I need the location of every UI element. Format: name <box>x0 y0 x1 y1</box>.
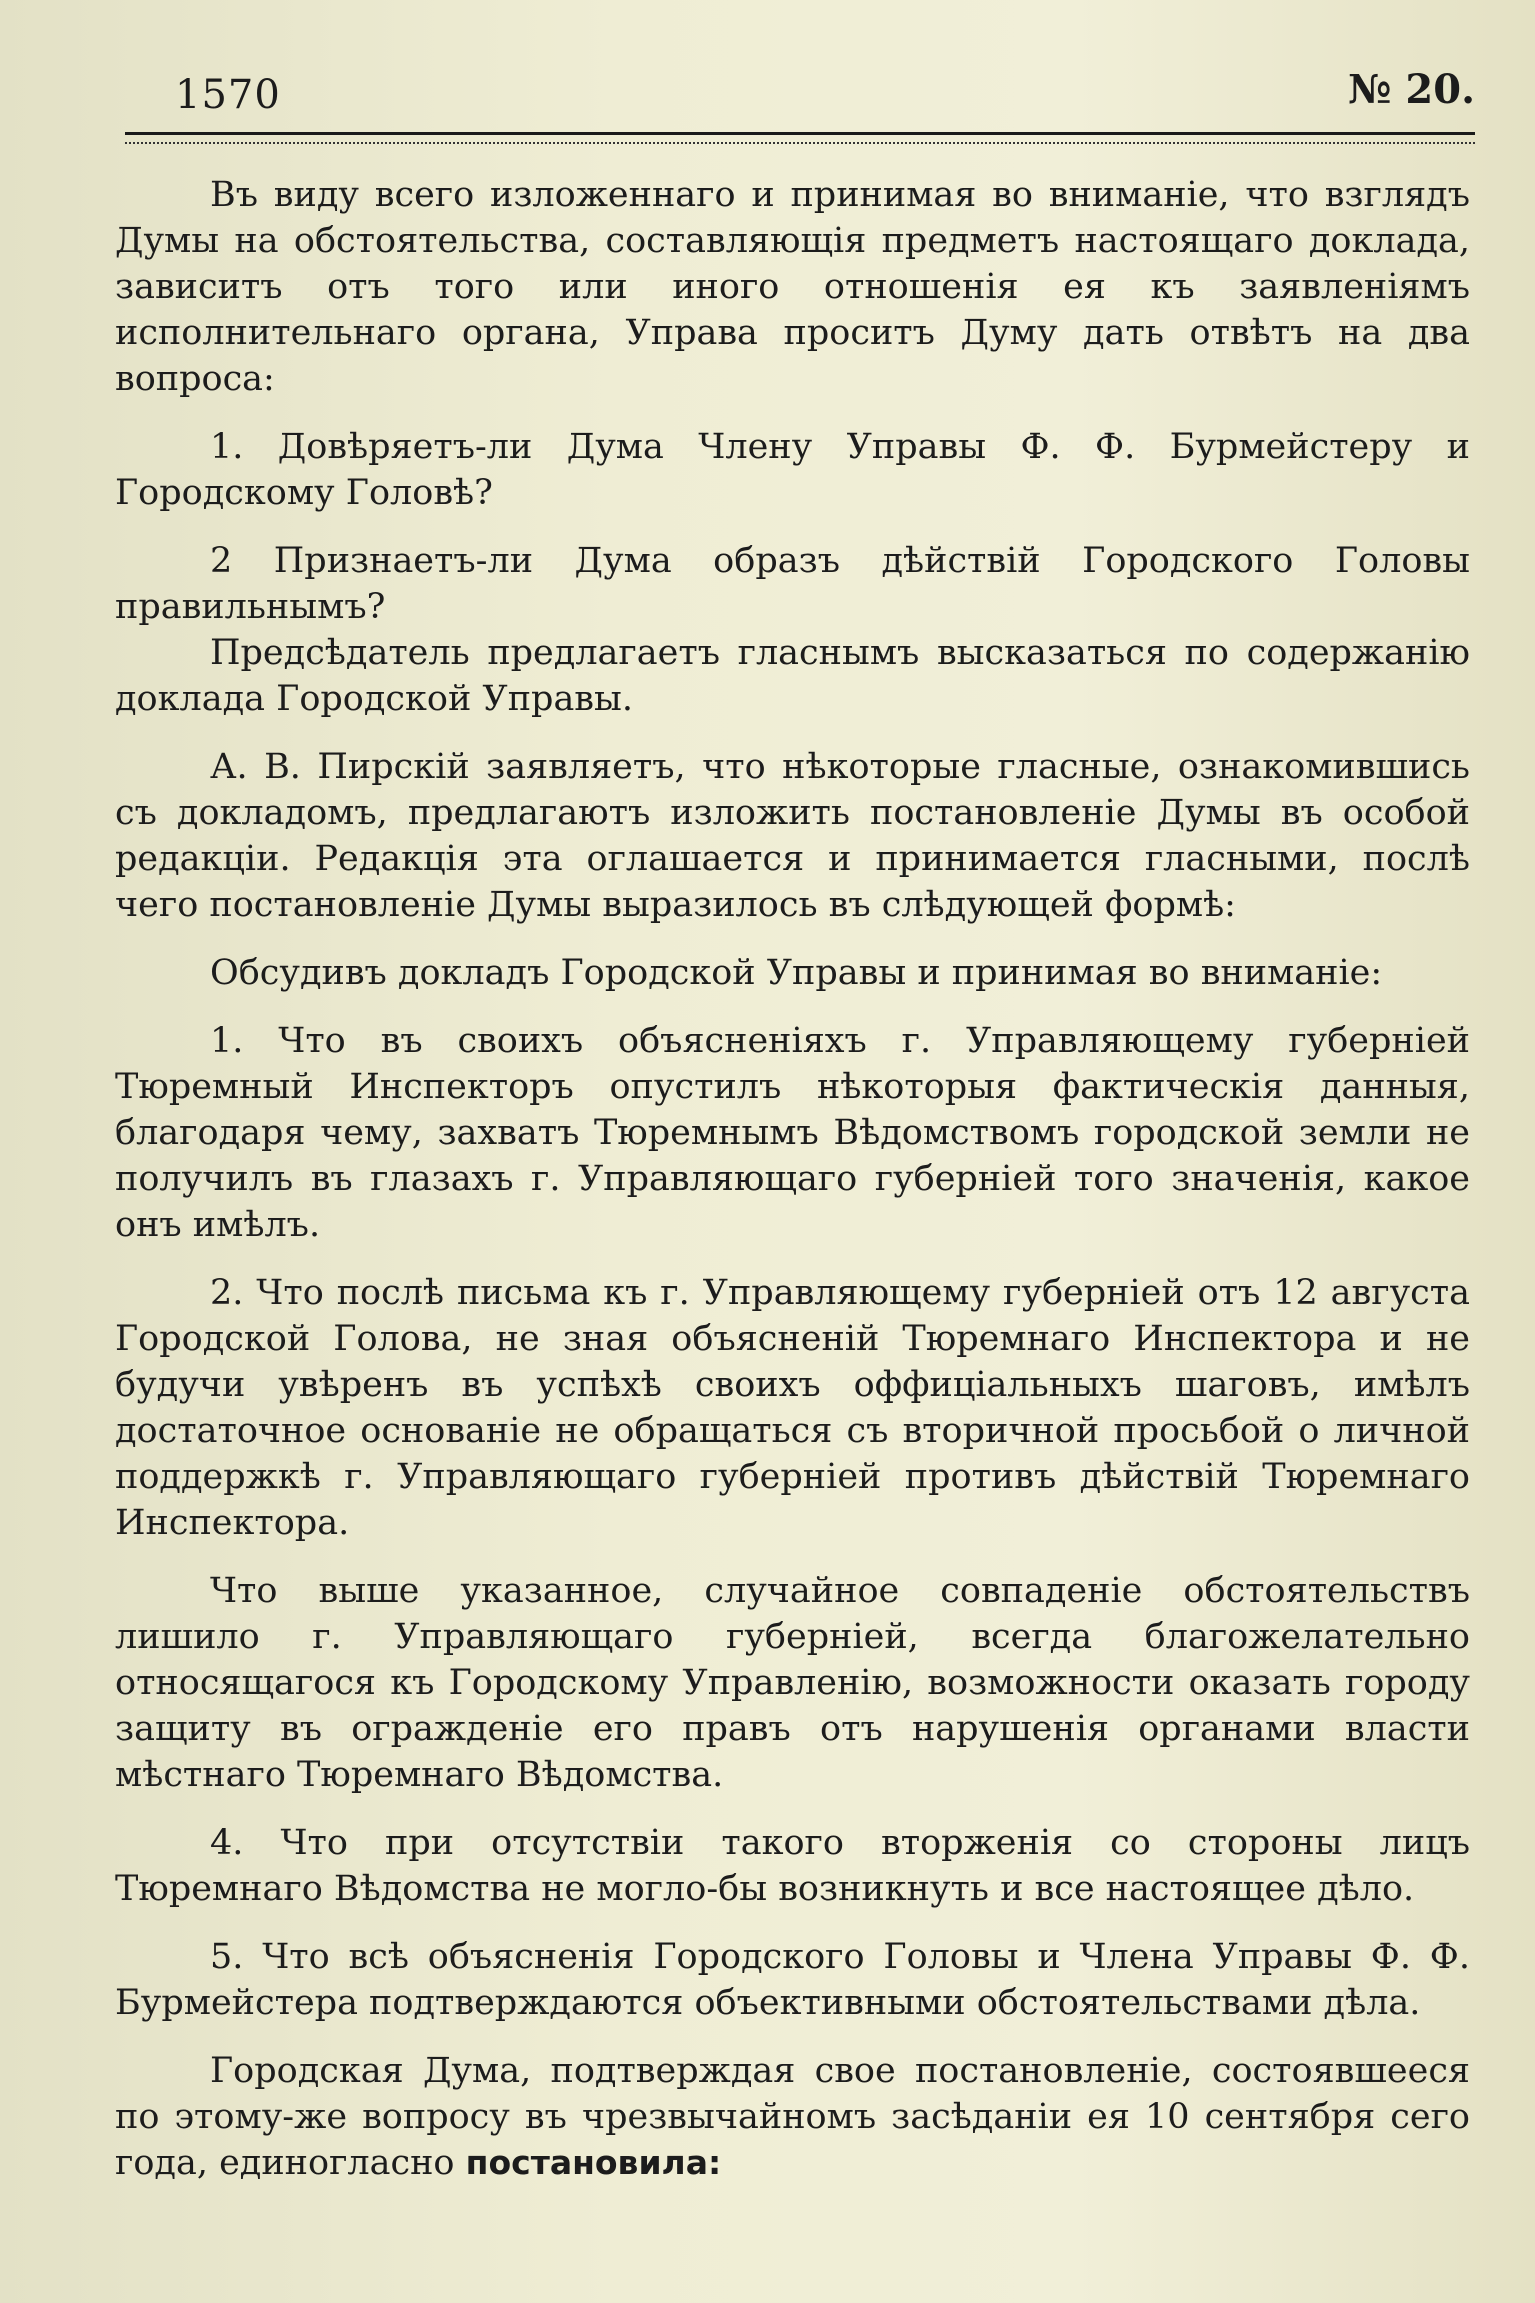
issue-number: № 20. <box>1348 66 1475 113</box>
point-4: 4. Что при отсутствіи такого вторженія со стороны лицъ Тюремнаго Вѣдомства не могло-бы возникнуть и все настоящее дѣло. <box>115 1823 1470 1909</box>
paragraph-intro: Въ виду всего изложеннаго и принимая во вниманіе, что взглядъ Думы на обстоятельства, составляющія предметъ настоящаго доклада, зависитъ отъ того или иного отношенія ея къ заявленіямъ исполнительнаго органа, Управа проситъ Думу дать отвѣтъ на два вопроса: <box>115 175 1470 399</box>
header-rule-line <box>125 132 1475 135</box>
paragraph-chairman: Предсѣдатель предлагаетъ гласнымъ высказаться по содержанію доклада Городской Управы. <box>115 633 1470 719</box>
resolution-emphasis: постановила: <box>465 2143 722 2182</box>
page-header <box>175 66 1475 132</box>
paragraph-pirsky: А. В. Пирскій заявляетъ, что нѣкоторые гласные, ознакомившись съ докладомъ, предлагаютъ изложить постановленіе Думы въ особой редакціи. Редакція эта оглашается и принимается гласными, послѣ чего постановленіе Думы выразилось въ слѣдующей формѣ: <box>115 747 1470 925</box>
paragraph-discussion: Обсудивъ докладъ Городской Управы и принимая во вниманіе: <box>210 953 1383 993</box>
page-number: 1570 <box>175 72 281 118</box>
resolution-text: Городская Дума, подтверждая свое постановленіе, состоявшееся по этому-же вопросу въ чрезвычайномъ засѣданіи ея 10 сентября сего года, единогласно <box>115 2051 1470 2183</box>
point-2: 2. Что послѣ письма къ г. Управляющему губерніей отъ 12 августа Городской Голова, не зная объясненій Тюремнаго Инспектора и не будучи увѣренъ въ успѣхѣ своихъ оффиціальныхъ шаговъ, имѣлъ достаточное основаніе не обращаться съ вторичной просьбой о личной поддержкѣ г. Управляющаго губерніей противъ дѣйствій Тюремнаго Инспектора. <box>115 1273 1470 1543</box>
point-3: Что выше указанное, случайное совпаденіе обстоятельствъ лишило г. Управляющаго губерніей, всегда благожелательно относящагося къ Городскому Управленію, возможности оказать городу защиту въ огражденіе его правъ отъ нарушенія органами власти мѣстнаго Тюремнаго Вѣдомства. <box>115 1571 1470 1795</box>
point-1: 1. Что въ своихъ объясненіяхъ г. Управляющему губерніей Тюремный Инспекторъ опустилъ нѣкоторыя фактическія данныя, благодаря чему, захватъ Тюремнымъ Вѣдомствомъ городской земли не получилъ въ глазахъ г. Управляющаго губерніей того значенія, какое онъ имѣлъ. <box>115 1021 1470 1245</box>
header-rule-ornament <box>125 137 1475 144</box>
point-5: 5. Что всѣ объясненія Городского Головы и Члена Управы Ф. Ф. Бурмейстера подтверждаются объективными обстоятельствами дѣла. <box>115 1937 1470 2023</box>
question-1: 1. Довѣряетъ-ли Дума Члену Управы Ф. Ф. Бурмейстеру и Городскому Головѣ? <box>115 427 1470 513</box>
question-2: 2 Признаетъ-ли Дума образъ дѣйствій Городского Головы правильнымъ? <box>115 541 1470 627</box>
body-text <box>115 172 1470 2200</box>
header-rule <box>125 132 1475 142</box>
paragraph-resolution <box>115 2048 1470 2186</box>
